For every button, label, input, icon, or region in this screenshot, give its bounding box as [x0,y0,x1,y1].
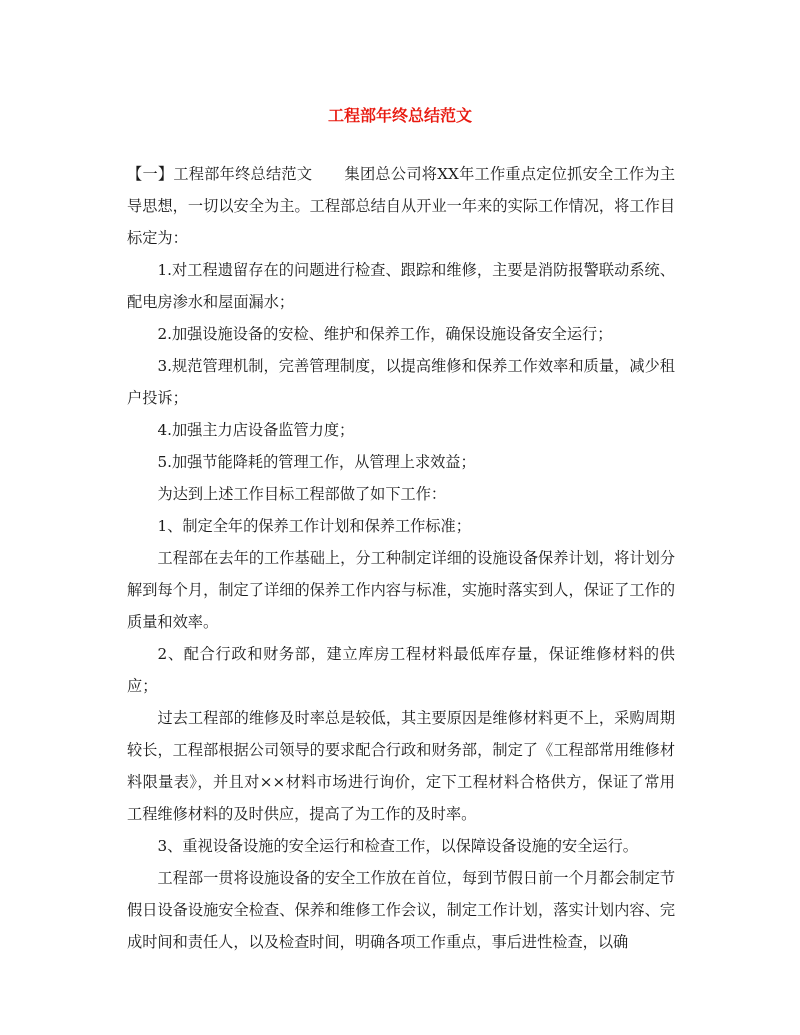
list-item: 3.规范管理机制，完善管理制度，以提高维修和保养工作效率和质量，减少租户投诉； [127,357,675,407]
section-heading: 3、重视设备设施的安全运行和检查工作，以保障设备设施的安全运行。 [157,837,638,855]
section-heading: 2、配合行政和财务部，建立库房工程材料最低库存量，保证维修材料的供应； [127,645,675,695]
paragraph-text: 过去工程部的维修及时率总是较低，其主要原因是维修材料更不上，采购周期较长，工程部根据公司领导的要求配合行政和财务部，制定了《工程部常用维修材料限量表》，并且对××材料市场进行询价，定下工程材料合格供方，保证了常用工程维修材料的及时供应，提高了为工作的及时率。 [127,709,675,823]
section-heading: 【一】工程部年终总结范文 [127,165,313,183]
list-item: 4.加强主力店设备监管力度； [157,421,355,439]
paragraph-text: 集团总公司将XX年工作重点定位抓安全工作为主导思想，一切以安全为主。工程部总结自从开业一年来的实际工作情况，将工作目标定为： [127,165,676,247]
document-body [127,158,675,958]
paragraph-text: 工程部一贯将设施设备的安全工作放在首位，每到节假日前一个月都会制定节假日设备设施安全检查、保养和维修工作会议，制定工作计划，落实计划内容、完成时间和责任人，以及检查时间，明确各项工作重点，事后进性检查，以确 [127,869,675,951]
paragraph-intro [127,158,675,254]
list-item: 5.加强节能降耗的管理工作，从管理上求效益； [157,453,476,471]
section-heading: 1、制定全年的保养工作计划和保养工作标准； [157,517,471,535]
page-title: 工程部年终总结范文 [327,106,472,125]
list-item: 2.加强设施设备的安检、维护和保养工作，确保设施设备安全运行； [157,325,613,343]
list-item: 1.对工程遗留存在的问题进行检查、跟踪和维修，主要是消防报警联动系统、配电房渗水和屋面漏水； [127,261,675,311]
paragraph-text: 工程部在去年的工作基础上，分工种制定详细的设施设备保养计划，将计划分解到每个月，制定了详细的保养工作内容与标准，实施时落实到人，保证了工作的质量和效率。 [127,549,675,631]
paragraph-text: 为达到上述工作目标工程部做了如下工作： [157,485,447,503]
